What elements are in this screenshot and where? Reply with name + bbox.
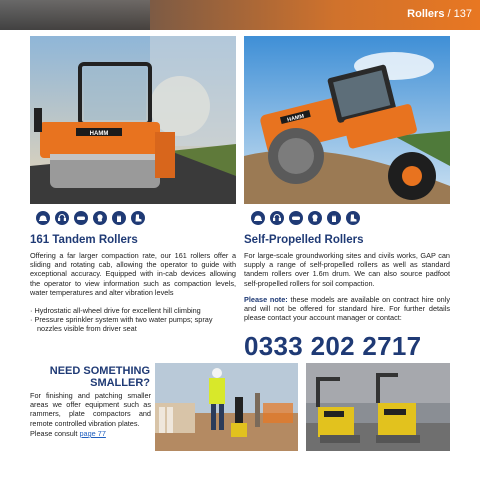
rammer-worker-photo [155,363,298,451]
feature-item: · Hydrostatic all-wheel drive for excellent hill climbing [30,306,236,315]
self-propelled-heading: Self-Propelled Rollers [244,234,364,246]
left-safety-icons [36,211,145,225]
hard-hat-icon [36,211,50,225]
safety-boots-icon [131,211,145,225]
note-text: these models are available on contract hire only and will not be offered for standard hire. For further details please contact your account manager or contact: [244,295,450,323]
safety-goggles-icon [289,211,303,225]
header-separator: / [447,8,451,20]
right-safety-icons [251,211,360,225]
safety-boots-icon [346,211,360,225]
hearing-protection-icon [270,211,284,225]
tandem-rollers-features [30,306,236,334]
tandem-rollers-heading: 161 Tandem Rollers [30,234,138,246]
dust-mask-icon [308,211,322,225]
feature-item: · Pressure sprinkler system with two water pumps; spray nozzles visible from driver seat [30,315,236,333]
self-propelled-description: For large-scale groundworking sites and civils works, GAP can supply a range of self-propelled rollers as well as standard tandem rollers over 1.6m drum. We can also source padfoot self-propelled rollers for soil compaction. [244,251,450,288]
page-number: 137 [453,8,472,20]
consult-line [30,429,151,438]
page-header [0,0,480,30]
header-section-label [407,8,472,20]
need-smaller-line2: SMALLER? [90,377,150,389]
need-smaller-line1: NEED SOMETHING [49,365,150,377]
phone-number[interactable]: 0333 202 2717 [244,331,422,361]
section-title: Rollers [407,8,445,20]
note-label: Please note: [244,295,288,304]
safety-goggles-icon [74,211,88,225]
page-77-link[interactable]: page 77 [79,429,106,438]
contract-hire-note [244,295,450,323]
hearing-protection-icon [55,211,69,225]
tandem-rollers-description: Offering a far larger compaction rate, our 161 rollers offer a sliding and rotating cab, allowing the operator to guide with exceptional accuracy. Equipped with in-cab devices allowing the operator to view information such as compaction levels, water temperatures and alter vibration levels [30,251,236,297]
gloves-icon [112,211,126,225]
hard-hat-icon [251,211,265,225]
roller-brand-label-right: HAMM [286,113,305,124]
roller-brand-label: HAMM [89,131,109,137]
tandem-roller-photo [30,36,236,204]
self-propelled-roller-photo [244,36,450,204]
smaller-equipment-text: For finishing and patching smaller areas we offer equipment such as rammers, plate compactors and remote controlled vibration plates. [30,391,151,428]
header-photo-strip [0,0,150,30]
dust-mask-icon [93,211,107,225]
need-smaller-heading [30,365,150,389]
gloves-icon [327,211,341,225]
plate-compactors-photo [306,363,450,451]
consult-prefix: Please consult [30,429,80,438]
